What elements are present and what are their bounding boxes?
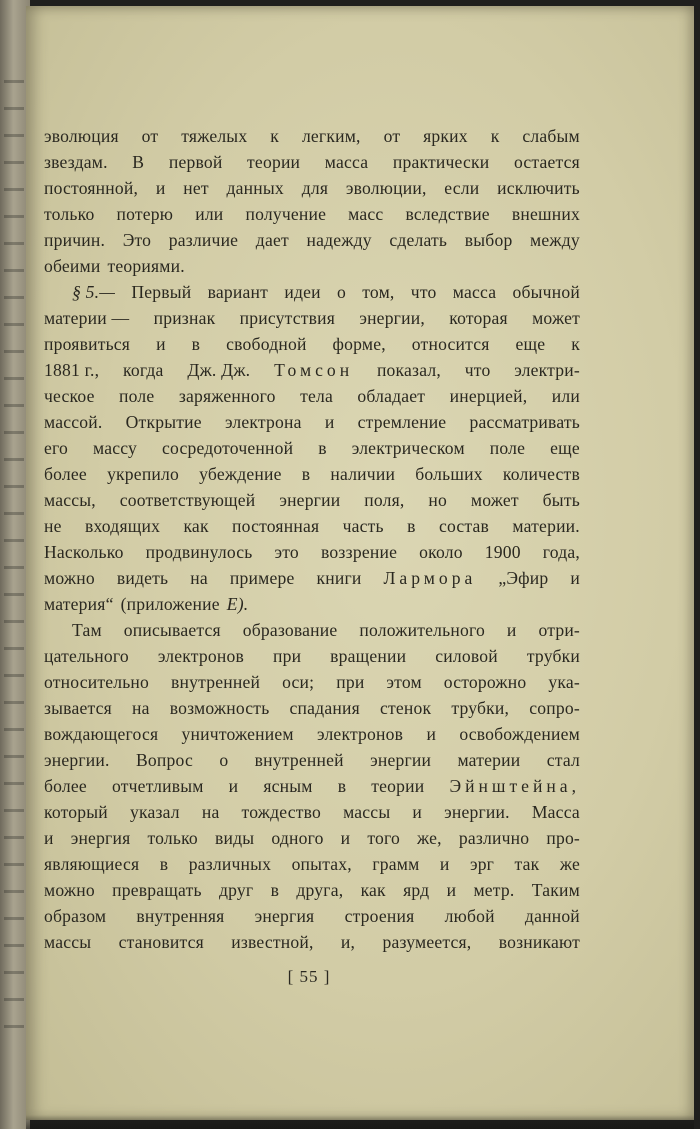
word: Дж. Дж. <box>187 360 251 380</box>
word: потерю <box>116 204 174 224</box>
word: нет <box>183 178 209 198</box>
word: энергии. <box>444 802 510 822</box>
word: энергии <box>370 750 432 770</box>
word: тела <box>300 386 333 406</box>
text-line <box>44 773 580 799</box>
word: или <box>551 386 580 406</box>
word: при <box>336 672 365 692</box>
word: указал <box>129 802 180 822</box>
word: в <box>301 464 311 484</box>
word: более <box>44 464 87 484</box>
word: легким, <box>301 126 361 146</box>
word: ческое <box>44 386 95 406</box>
word: входящих <box>84 516 161 536</box>
word: отри- <box>538 620 580 640</box>
word: виды <box>215 828 255 848</box>
word: вследствие <box>405 204 490 224</box>
word: спадания <box>289 698 360 718</box>
word: электрона <box>224 412 302 432</box>
word: это <box>274 542 299 562</box>
word: относительно <box>44 672 150 692</box>
word: как <box>360 880 386 900</box>
word: и <box>228 776 239 796</box>
word: разумеется, <box>382 932 472 952</box>
word: масс <box>348 204 384 224</box>
word: соответствующей <box>119 490 256 510</box>
word: возможность <box>169 698 270 718</box>
word: практически <box>392 152 490 172</box>
word: ясным <box>263 776 313 796</box>
word: или <box>195 204 224 224</box>
word: обеими <box>44 256 101 276</box>
word: примере <box>229 568 295 588</box>
word: освобождением <box>459 724 580 744</box>
word: на <box>190 568 208 588</box>
word: о <box>219 750 229 770</box>
word: материи <box>457 750 521 770</box>
word: стремление <box>357 412 447 432</box>
word: дает <box>255 230 289 250</box>
word: получение <box>245 204 327 224</box>
word: данной <box>524 906 580 926</box>
word: известной, <box>231 932 314 952</box>
word: инерцией, <box>449 386 528 406</box>
word: воззрение <box>320 542 398 562</box>
text-line <box>44 877 580 903</box>
word: тяжелых <box>181 126 248 146</box>
word: „Эфир <box>498 568 549 588</box>
word: который <box>44 802 108 822</box>
word: и <box>426 724 437 744</box>
text-line <box>44 929 580 955</box>
word: превращать <box>112 880 202 900</box>
word: к <box>490 126 500 146</box>
word: часть <box>342 516 384 536</box>
word: поля, <box>364 490 405 510</box>
text-line <box>44 357 580 383</box>
word: в <box>159 854 169 874</box>
page-body-text <box>44 123 580 955</box>
word: только <box>44 204 95 224</box>
word: Насколько <box>44 542 124 562</box>
word: 1900 <box>484 542 521 562</box>
word: идеи <box>284 282 321 302</box>
word: метр. <box>473 880 515 900</box>
word: различие <box>168 230 239 250</box>
word: массой. <box>44 412 103 432</box>
word: силовой <box>435 646 498 666</box>
word: и <box>324 412 335 432</box>
word: любой <box>444 906 495 926</box>
word: видеть <box>116 568 169 588</box>
text-line <box>44 643 580 669</box>
word: и <box>446 880 457 900</box>
word: и <box>570 568 580 588</box>
word: же <box>559 854 580 874</box>
word: и, <box>340 932 356 952</box>
word: можно <box>44 568 95 588</box>
word: того <box>367 828 400 848</box>
word: относится <box>411 334 490 354</box>
word: состав <box>438 516 490 536</box>
word: в <box>318 438 327 458</box>
word: для <box>301 178 329 198</box>
text-line <box>44 591 580 617</box>
text-line <box>44 227 580 253</box>
word: теории <box>371 776 425 796</box>
word: свободной <box>226 334 307 354</box>
word: ярких <box>423 126 468 146</box>
text-line <box>44 175 580 201</box>
word: быть <box>542 490 580 510</box>
word: слабым <box>522 126 580 146</box>
word: теориями. <box>107 256 185 276</box>
word: зывается <box>44 698 112 718</box>
word: на <box>201 802 220 822</box>
word: массы <box>343 802 391 822</box>
text-line <box>44 747 580 773</box>
word: можно <box>44 880 95 900</box>
word: когда <box>123 360 164 380</box>
word: отчетливым <box>111 776 204 796</box>
word: оси; <box>282 672 315 692</box>
word: друг <box>218 880 254 900</box>
word: более <box>44 776 87 796</box>
text-line <box>44 279 580 305</box>
word: звездам. <box>44 152 108 172</box>
word: что <box>410 282 437 302</box>
word: эрг <box>469 854 495 874</box>
word: про- <box>546 828 580 848</box>
word: опытах, <box>291 854 352 874</box>
word: эволюции, <box>345 178 427 198</box>
word: Вопрос <box>135 750 193 770</box>
word: года, <box>542 542 580 562</box>
word: 1881 г., <box>44 360 100 380</box>
word: различных <box>188 854 272 874</box>
text-line <box>44 201 580 227</box>
word: внешних <box>511 204 580 224</box>
text-line <box>44 721 580 747</box>
word: которая <box>449 308 508 328</box>
word: электри- <box>514 360 580 380</box>
word: поле <box>489 438 526 458</box>
word: Это <box>122 230 152 250</box>
text-line <box>44 487 580 513</box>
word: сопро- <box>529 698 580 718</box>
word: энергии <box>279 490 341 510</box>
word: остается <box>513 152 580 172</box>
word: масса <box>452 282 497 302</box>
word: от <box>141 126 159 146</box>
text-line <box>44 331 580 357</box>
word: § 5.— <box>72 282 116 302</box>
word: обычной <box>512 282 580 302</box>
text-line <box>44 305 580 331</box>
word: укрепило <box>107 464 180 484</box>
word: заряженного <box>178 386 276 406</box>
word: в <box>191 334 201 354</box>
word: может <box>470 490 519 510</box>
word: энергии. <box>44 750 110 770</box>
word: признак <box>153 308 216 328</box>
text-line <box>44 461 580 487</box>
word: Эйнштейна, <box>449 776 580 796</box>
word: электрическом <box>351 438 465 458</box>
word: одного <box>271 828 324 848</box>
word: трубки, <box>451 698 510 718</box>
word: так <box>514 854 540 874</box>
page-number: [ 55 ] <box>287 967 331 986</box>
word: его <box>44 438 68 458</box>
word: материя“ <box>44 594 114 614</box>
word: около <box>419 542 463 562</box>
word: Первый <box>131 282 192 302</box>
word: возникают <box>498 932 580 952</box>
word: постоянная <box>232 516 320 536</box>
word: не <box>44 516 62 536</box>
word: если <box>444 178 480 198</box>
word: различно <box>458 828 530 848</box>
word: строения <box>344 906 415 926</box>
word: книги <box>316 568 362 588</box>
word: убеждение <box>199 464 282 484</box>
word: Масса <box>531 802 580 822</box>
word: показал, <box>376 360 441 380</box>
word: В <box>132 152 145 172</box>
word: может <box>532 308 580 328</box>
word: Томсон <box>274 360 354 380</box>
word: E). <box>226 594 249 614</box>
word: эволюция <box>44 126 119 146</box>
word: вращении <box>330 646 407 666</box>
text-line <box>44 903 580 929</box>
word: ярд <box>403 880 430 900</box>
word: обладает <box>357 386 426 406</box>
text-line <box>44 123 580 149</box>
word: на <box>131 698 150 718</box>
word: масса <box>324 152 369 172</box>
word: выбор <box>464 230 513 250</box>
word: как <box>183 516 209 536</box>
word: и <box>340 828 351 848</box>
adjacent-page-text-marks <box>4 80 24 1040</box>
text-line <box>44 253 580 279</box>
word: постоянной, <box>44 178 139 198</box>
word: и <box>412 802 423 822</box>
word: друга, <box>296 880 344 900</box>
word: сосредоточенной <box>162 438 294 458</box>
word: осторожно <box>443 672 527 692</box>
word: электронов <box>317 724 404 744</box>
word: и <box>156 334 166 354</box>
word: надежду <box>306 230 372 250</box>
word: тождество <box>241 802 321 822</box>
word: Лармора <box>383 568 477 588</box>
page-bottom-shadow <box>26 1115 694 1129</box>
word: образом <box>44 906 107 926</box>
word: Там <box>72 620 102 640</box>
text-line <box>44 149 580 175</box>
word: в <box>407 516 416 536</box>
word: к <box>270 126 280 146</box>
word: количеств <box>502 464 580 484</box>
word: вариант <box>207 282 269 302</box>
word: же, <box>417 828 442 848</box>
text-line <box>44 617 580 643</box>
word: в <box>270 880 280 900</box>
word: энергия <box>70 828 131 848</box>
word: образование <box>242 620 338 640</box>
word: о <box>337 282 346 302</box>
word: грамм <box>372 854 420 874</box>
word: и <box>44 828 54 848</box>
word: проявиться <box>44 334 131 354</box>
text-line <box>44 799 580 825</box>
word: ука- <box>548 672 580 692</box>
text-line <box>44 669 580 695</box>
word: материи — <box>44 308 130 328</box>
text-line <box>44 851 580 877</box>
word: массы, <box>44 490 96 510</box>
word: этом <box>386 672 422 692</box>
word: от <box>383 126 401 146</box>
word: цательного <box>44 646 129 666</box>
word: только <box>147 828 198 848</box>
word: массы <box>44 932 92 952</box>
text-line <box>44 435 580 461</box>
word: в <box>337 776 347 796</box>
word: форме, <box>332 334 386 354</box>
word: между <box>530 230 580 250</box>
word: стал <box>546 750 580 770</box>
word: становится <box>118 932 204 952</box>
word: трубки <box>526 646 580 666</box>
word: материи. <box>512 516 580 536</box>
word: но <box>428 490 447 510</box>
word: первой <box>168 152 223 172</box>
word: электронов <box>157 646 244 666</box>
word: энергия <box>254 906 315 926</box>
book-page <box>26 6 694 1120</box>
word: поле <box>119 386 155 406</box>
word: уничтожением <box>181 724 294 744</box>
word: Таким <box>531 880 580 900</box>
word: являющиеся <box>44 854 140 874</box>
word: и <box>506 620 517 640</box>
word: внутренней <box>254 750 344 770</box>
word: больших <box>415 464 483 484</box>
word: присутствия <box>239 308 336 328</box>
word: рассматривать <box>469 412 580 432</box>
word: наличии <box>330 464 396 484</box>
word: к <box>571 334 580 354</box>
word: данных <box>226 178 284 198</box>
word: внутренняя <box>136 906 225 926</box>
text-line <box>44 513 580 539</box>
word: при <box>272 646 302 666</box>
word: том, <box>362 282 395 302</box>
text-line <box>44 565 580 591</box>
word: вождающегося <box>44 724 159 744</box>
word: энергии, <box>359 308 425 328</box>
word: теории <box>247 152 301 172</box>
text-line <box>44 383 580 409</box>
word: (приложение <box>120 594 220 614</box>
word: и <box>439 854 450 874</box>
word: причин. <box>44 230 106 250</box>
word: что <box>464 360 491 380</box>
text-line <box>44 695 580 721</box>
word: стенок <box>379 698 432 718</box>
word: продвинулось <box>145 542 253 562</box>
text-line <box>44 409 580 435</box>
text-line <box>44 539 580 565</box>
word: массу <box>92 438 137 458</box>
text-line <box>44 825 580 851</box>
word: внутренней <box>171 672 261 692</box>
word: положительного <box>359 620 485 640</box>
word: описывается <box>123 620 221 640</box>
word: Открытие <box>125 412 202 432</box>
word: исключить <box>497 178 580 198</box>
word: и <box>155 178 166 198</box>
word: еще <box>515 334 546 354</box>
word: сделать <box>389 230 448 250</box>
word: еще <box>550 438 580 458</box>
